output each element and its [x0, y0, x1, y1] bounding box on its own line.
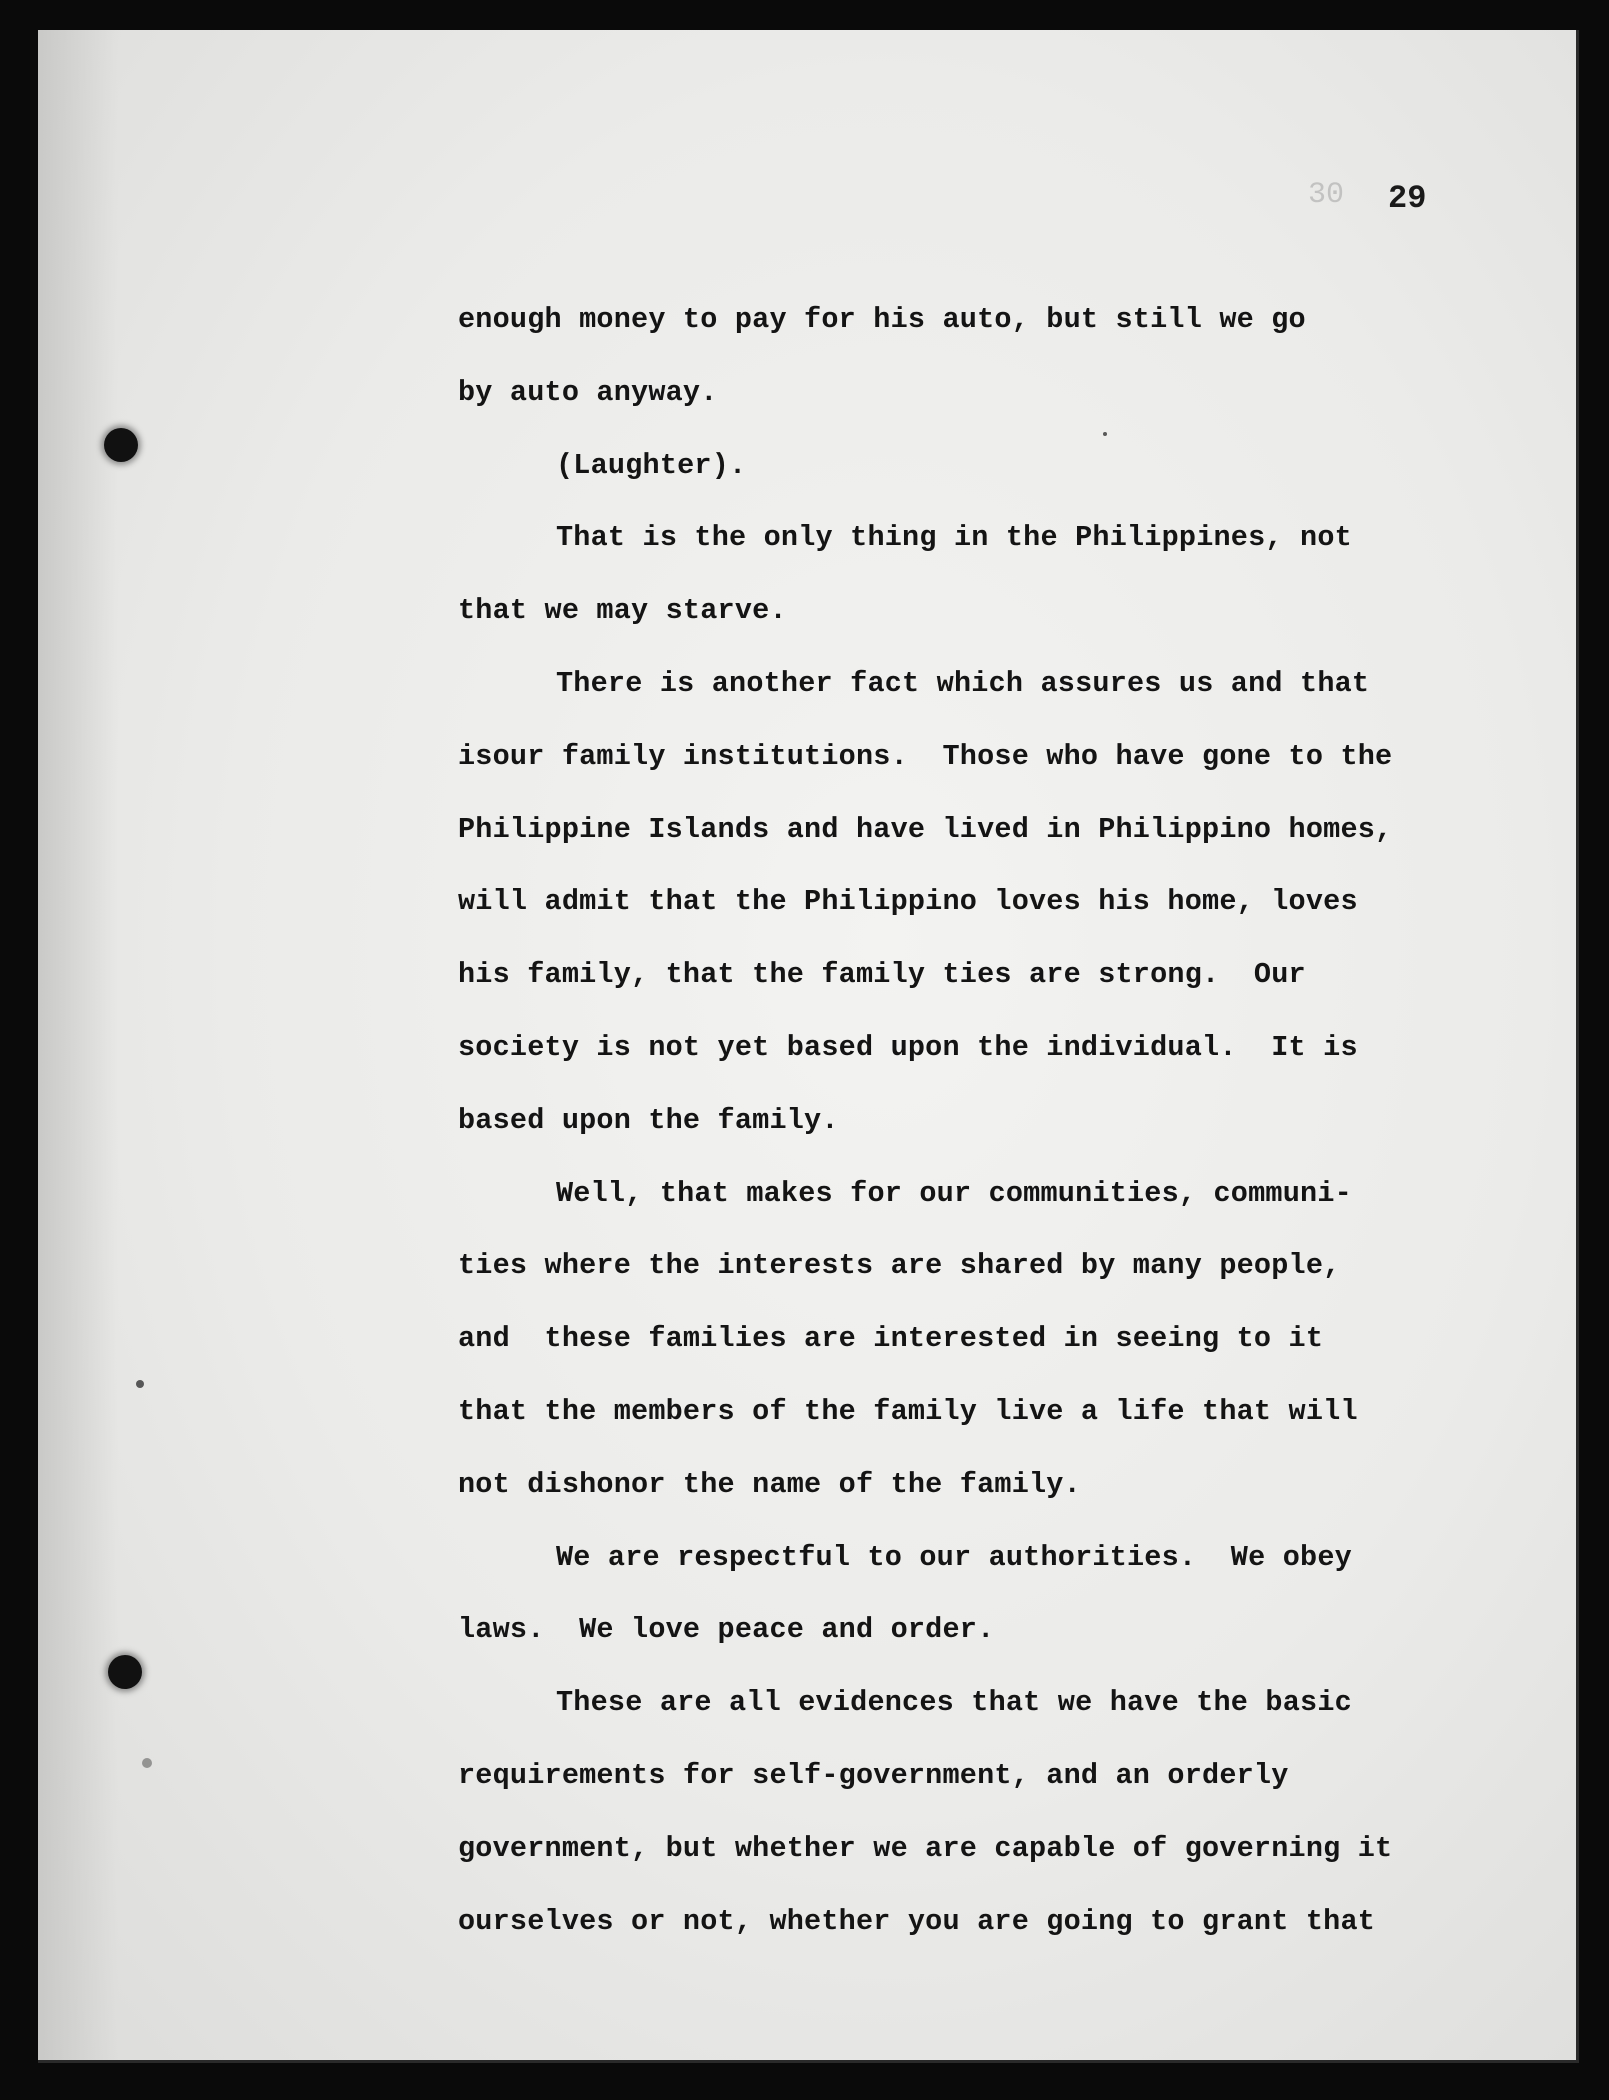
text-line: enough money to pay for his auto, but still we go — [458, 303, 1306, 336]
text-line: We are respectful to our authorities. We obey — [556, 1540, 1352, 1574]
text-line: Well, that makes for our communities, communi- — [556, 1176, 1352, 1210]
text-line: not dishonor the name of the family. — [458, 1467, 1081, 1501]
text-line: (Laughter). — [556, 448, 747, 482]
text-line: That is the only thing in the Philippines, not — [556, 521, 1352, 555]
scan-speck — [142, 1758, 152, 1768]
text-line: isour family institutions. Those who have gone to the — [458, 739, 1393, 773]
bleedthrough-page-number: 30 — [1308, 178, 1345, 212]
scan-speck — [136, 1380, 144, 1388]
text-line: ties where the interests are shared by many people, — [458, 1249, 1341, 1283]
text-line: ourselves or not, whether you are going to grant that — [458, 1904, 1376, 1938]
text-line: laws. We love peace and order. — [458, 1613, 995, 1647]
punch-hole-bottom — [108, 1655, 142, 1689]
text-line: These are all evidences that we have the basic — [556, 1686, 1352, 1720]
page-number: 29 — [1388, 180, 1427, 217]
text-line: will admit that the Philippino loves his home, loves — [458, 885, 1358, 919]
text-line: by auto anyway. — [458, 375, 718, 409]
text-line: society is not yet based upon the individual. It is — [458, 1030, 1358, 1064]
text-line: that the members of the family live a life that will — [458, 1394, 1358, 1428]
text-line: based upon the family. — [458, 1103, 839, 1137]
text-line: and these families are interested in seeing to it — [458, 1322, 1324, 1356]
text-line: Philippine Islands and have lived in Philippino homes, — [458, 812, 1393, 846]
punch-hole-top — [104, 428, 138, 462]
typed-body-text — [458, 284, 1538, 1958]
text-line: that we may starve. — [458, 594, 787, 628]
text-line: requirements for self-government, and an orderly — [458, 1758, 1289, 1792]
text-line: his family, that the family ties are strong. Our — [458, 958, 1306, 992]
page-edge-shadow — [38, 30, 118, 2060]
text-line: There is another fact which assures us and that — [556, 666, 1370, 700]
text-line: government, but whether we are capable of governing it — [458, 1831, 1393, 1865]
document-page — [38, 30, 1579, 2063]
